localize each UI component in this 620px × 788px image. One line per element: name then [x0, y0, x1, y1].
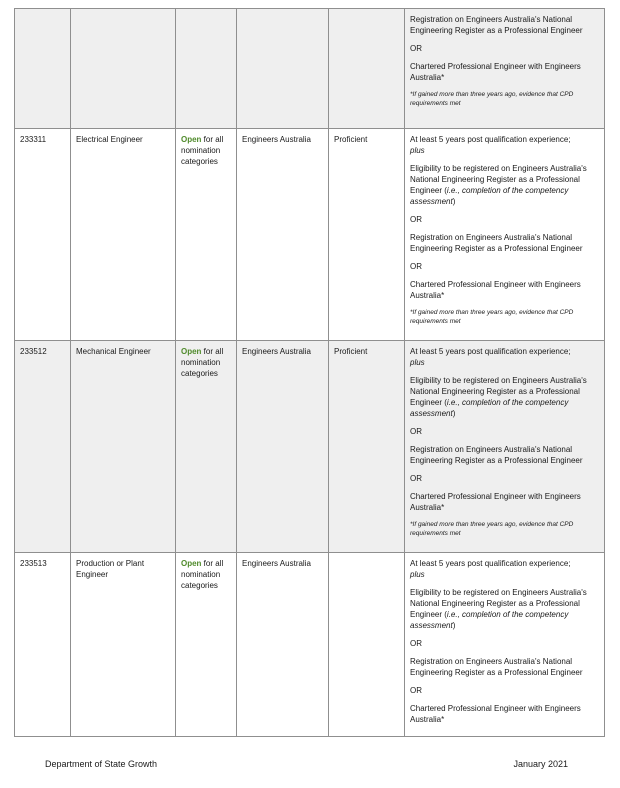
table-row: [15, 9, 605, 129]
assessing-authority: [237, 9, 329, 129]
requirement-or: OR: [410, 44, 422, 53]
open-label: Open: [181, 135, 202, 144]
requirement-chartered: Chartered Professional Engineer with Engineers Australia*: [410, 492, 581, 512]
requirement-or: OR: [410, 262, 422, 271]
occupation-code: 233311: [15, 129, 71, 341]
requirements-cell: [405, 129, 605, 341]
table-row: [15, 341, 605, 553]
requirement-experience: At least 5 years post qualification experience; plus: [410, 135, 571, 155]
occupation-title: [71, 9, 176, 129]
occupation-title: Mechanical Engineer: [71, 341, 176, 553]
cpd-note: *If gained more than three years ago, evidence that CPD requirements met: [410, 309, 574, 325]
assessing-authority: Engineers Australia: [237, 341, 329, 553]
requirement-experience: At least 5 years post qualification experience; plus: [410, 559, 571, 579]
requirement-eligibility: Eligibility to be registered on Engineers Australia's National Engineering Register as a Professional Engineer (i.e., completion of the competency assessment): [410, 376, 587, 418]
english-level: [329, 553, 405, 737]
occupation-code: [15, 9, 71, 129]
cpd-note: *If gained more than three years ago, evidence that CPD requirements met: [410, 91, 574, 107]
nomination-status: [176, 129, 237, 341]
requirement-registration: Registration on Engineers Australia's National Engineering Register as a Professional Engineer: [410, 657, 583, 677]
requirement-registration: Registration on Engineers Australia's National Engineering Register as a Professional Engineer: [410, 445, 583, 465]
requirement-chartered: Chartered Professional Engineer with Engineers Australia*: [410, 280, 581, 300]
open-label: Open: [181, 559, 202, 568]
status-detail: for all nomination categories: [181, 347, 224, 378]
requirement-registration: Registration on Engineers Australia's National Engineering Register as a Professional Engineer: [410, 15, 583, 35]
requirement-eligibility: Eligibility to be registered on Engineers Australia's National Engineering Register as a Professional Engineer (i.e., completion of the competency assessment): [410, 164, 587, 206]
nomination-status: [176, 9, 237, 129]
occupation-code: 233512: [15, 341, 71, 553]
cpd-note: *If gained more than three years ago, evidence that CPD requirements met: [410, 521, 574, 537]
requirement-or: OR: [410, 427, 422, 436]
open-label: Open: [181, 347, 202, 356]
requirement-or: OR: [410, 215, 422, 224]
assessing-authority: Engineers Australia: [237, 129, 329, 341]
table-row: [15, 129, 605, 341]
nomination-status: [176, 341, 237, 553]
nomination-status: [176, 553, 237, 737]
english-level: Proficient: [329, 129, 405, 341]
footer-department: Department of State Growth: [45, 759, 158, 769]
english-level: [329, 9, 405, 129]
occupation-title: Electrical Engineer: [71, 129, 176, 341]
requirement-experience: At least 5 years post qualification experience; plus: [410, 347, 571, 367]
status-detail: for all nomination categories: [181, 559, 224, 590]
requirements-cell: [405, 341, 605, 553]
requirements-cell: [405, 553, 605, 737]
status-detail: for all nomination categories: [181, 135, 224, 166]
footer-date: January 2021: [513, 759, 568, 769]
requirement-or: OR: [410, 686, 422, 695]
requirement-eligibility: Eligibility to be registered on Engineers Australia's National Engineering Register as a Professional Engineer (i.e., completion of the competency assessment): [410, 588, 587, 630]
assessing-authority: Engineers Australia: [237, 553, 329, 737]
table-row: [15, 553, 605, 737]
occupation-title: Production or Plant Engineer: [71, 553, 176, 737]
requirement-or: OR: [410, 474, 422, 483]
english-level: Proficient: [329, 341, 405, 553]
requirement-or: OR: [410, 639, 422, 648]
requirement-registration: Registration on Engineers Australia's National Engineering Register as a Professional Engineer: [410, 233, 583, 253]
requirement-chartered: Chartered Professional Engineer with Engineers Australia*: [410, 62, 581, 82]
occupation-table: [14, 8, 605, 737]
occupation-code: 233513: [15, 553, 71, 737]
requirement-chartered: Chartered Professional Engineer with Engineers Australia*: [410, 704, 581, 724]
requirements-cell: [405, 9, 605, 129]
